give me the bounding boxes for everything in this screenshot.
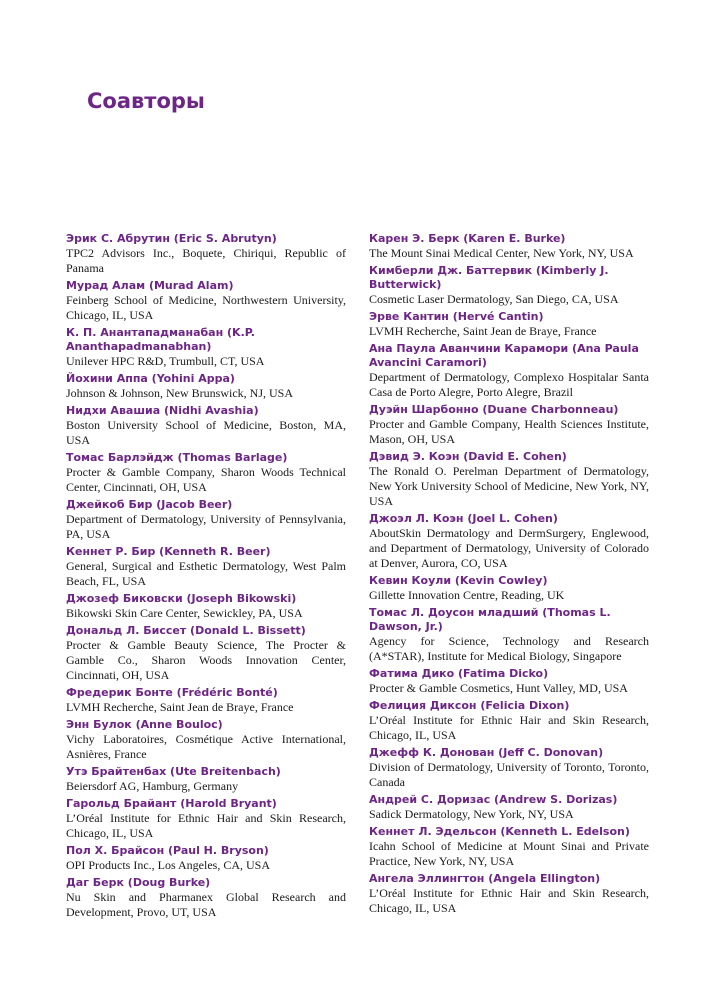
contributor-entry — [369, 264, 649, 307]
contributor-entry — [66, 279, 346, 323]
contributor-entry — [66, 624, 346, 683]
contributor-entry — [66, 718, 346, 762]
contributor-name: Джейкоб Бир (Jacob Beer) — [66, 498, 233, 511]
contributor-name: Ангела Эллингтон (Angela Ellington) — [369, 872, 601, 885]
contributor-name: Джозеф Биковски (Joseph Bikowski) — [66, 592, 297, 605]
contributor-entry — [369, 872, 649, 916]
contributor-entry — [369, 232, 649, 261]
contributor-affiliation: Icahn School of Medicine at Mount Sinai and Private Practice, New York, NY, USA — [369, 839, 649, 868]
contributor-name: Фатима Дико (Fatima Dicko) — [369, 667, 549, 680]
contributor-affiliation: Division of Dermatology, University of Toronto, Toronto, Canada — [369, 760, 649, 789]
contributor-entry — [66, 844, 346, 873]
contributor-name: Эрве Кантин (Hervé Cantin) — [369, 310, 544, 323]
contributor-entry — [369, 450, 649, 509]
contributor-entry — [66, 592, 346, 621]
contributor-affiliation: LVMH Recherche, Saint Jean de Braye, France — [66, 700, 294, 714]
contributor-affiliation: AboutSkin Dermatology and DermSurgery, Englewood, and Department of Dermatology, University of Colorado at Denver, Aurora, CO, USA — [369, 526, 649, 570]
contributor-affiliation: Department of Dermatology, University of Pennsylvania, PA, USA — [66, 512, 346, 541]
contributor-affiliation: General, Surgical and Esthetic Dermatology, West Palm Beach, FL, USA — [66, 559, 346, 588]
contributor-affiliation: Agency for Science, Technology and Research (A*STAR), Institute for Medical Biology, Singapore — [369, 634, 649, 663]
contributor-affiliation: Sadick Dermatology, New York, NY, USA — [369, 807, 574, 821]
contributor-affiliation: The Mount Sinai Medical Center, New York, NY, USA — [369, 246, 634, 260]
contributor-entry — [369, 574, 649, 603]
contributor-affiliation: Bikowski Skin Care Center, Sewickley, PA, USA — [66, 606, 303, 620]
contributor-name: К. П. Анантападманабан (K.P. Ananthapadmanabhan) — [66, 326, 255, 353]
contributor-entry — [66, 326, 346, 369]
contributor-entry — [369, 342, 649, 400]
contributor-entry — [66, 797, 346, 841]
contributor-name: Даг Берк (Doug Burke) — [66, 876, 211, 889]
contributor-name: Дуэйн Шарбонно (Duane Charbonneau) — [369, 403, 619, 416]
contributor-entry — [369, 667, 649, 696]
contributor-entry — [369, 793, 649, 822]
contributor-entry — [369, 825, 649, 869]
contributor-entry — [66, 545, 346, 589]
contributor-affiliation: OPI Products Inc., Los Angeles, CA, USA — [66, 858, 270, 872]
contributor-name: Пол Х. Брайсон (Paul H. Bryson) — [66, 844, 269, 857]
contributor-affiliation: Procter and Gamble Company, Health Sciences Institute, Mason, OH, USA — [369, 417, 649, 446]
contributor-name: Андрей С. Доризас (Andrew S. Dorizas) — [369, 793, 618, 806]
contributor-affiliation: Procter & Gamble Beauty Science, The Procter & Gamble Co., Sharon Woods Innovation Center, Cincinnati, OH, USA — [66, 638, 346, 682]
contributor-affiliation: Gillette Innovation Centre, Reading, UK — [369, 588, 565, 602]
contributor-name: Нидхи Авашиа (Nidhi Avashia) — [66, 404, 259, 417]
contributor-entry — [66, 372, 346, 401]
contributor-affiliation: L’Oréal Institute for Ethnic Hair and Skin Research, Chicago, IL, USA — [66, 811, 346, 840]
contributor-name: Энн Булок (Anne Bouloc) — [66, 718, 223, 731]
contributor-name: Карен Э. Берк (Karen E. Burke) — [369, 232, 566, 245]
contributor-affiliation: TPC2 Advisors Inc., Boquete, Chiriqui, Republic of Panama — [66, 246, 346, 275]
contributor-name: Фелиция Диксон (Felicia Dixon) — [369, 699, 570, 712]
contributors-left-column — [66, 232, 346, 923]
contributor-name: Кимберли Дж. Баттервик (Kimberly J. Butterwick) — [369, 264, 609, 291]
contributor-name: Кеннет Л. Эдельсон (Kenneth L. Edelson) — [369, 825, 630, 838]
contributor-name: Ана Паула Аванчини Карамори (Ana Paula Avancini Caramori) — [369, 342, 639, 369]
contributor-entry — [66, 686, 346, 715]
contributor-name: Мурад Алам (Murad Alam) — [66, 279, 234, 292]
contributor-affiliation: Boston University School of Medicine, Boston, MA, USA — [66, 418, 346, 447]
page-title: Соавторы — [87, 89, 205, 113]
contributor-entry — [369, 699, 649, 743]
contributor-affiliation: Procter & Gamble Company, Sharon Woods Technical Center, Cincinnati, OH, USA — [66, 465, 346, 494]
contributor-name: Кеннет Р. Бир (Kenneth R. Beer) — [66, 545, 271, 558]
contributor-entry — [66, 498, 346, 542]
contributors-right-column — [369, 232, 649, 919]
contributor-name: Йохини Аппа (Yohini Appa) — [66, 372, 235, 385]
contributor-name: Дональд Л. Биссет (Donald L. Bissett) — [66, 624, 306, 637]
contributor-entry — [66, 765, 346, 794]
contributor-affiliation: L’Oréal Institute for Ethnic Hair and Skin Research, Chicago, IL, USA — [369, 713, 649, 742]
contributor-name: Фредерик Бонте (Frédéric Bonté) — [66, 686, 278, 699]
contributor-name: Дэвид Э. Коэн (David E. Cohen) — [369, 450, 567, 463]
contributor-name: Томас Барлэйдж (Thomas Barlage) — [66, 451, 288, 464]
contributor-affiliation: Feinberg School of Medicine, Northwestern University, Chicago, IL, USA — [66, 293, 346, 322]
contributor-affiliation: L’Oréal Institute for Ethnic Hair and Skin Research, Chicago, IL, USA — [369, 886, 649, 915]
contributor-name: Джоэл Л. Коэн (Joel L. Cohen) — [369, 512, 558, 525]
contributor-affiliation: Procter & Gamble Cosmetics, Hunt Valley, MD, USA — [369, 681, 628, 695]
contributor-entry — [369, 403, 649, 447]
contributor-entry — [66, 404, 346, 448]
contributor-name: Томас Л. Доусон младший (Thomas L. Dawson, Jr.) — [369, 606, 611, 633]
contributor-entry — [369, 606, 649, 664]
contributor-entry — [66, 876, 346, 920]
contributor-entry — [369, 310, 649, 339]
contributor-affiliation: Vichy Laboratoires, Cosmétique Active International, Asnières, France — [66, 732, 346, 761]
contributor-affiliation: LVMH Recherche, Saint Jean de Braye, France — [369, 324, 597, 338]
contributor-affiliation: Department of Dermatology, Complexo Hospitalar Santa Casa de Porto Alegre, Porto Alegre, Brazil — [369, 370, 649, 399]
contributor-name: Кевин Коули (Kevin Cowley) — [369, 574, 548, 587]
contributor-name: Джефф К. Донован (Jeff C. Donovan) — [369, 746, 604, 759]
contributor-name: Утэ Брайтенбах (Ute Breitenbach) — [66, 765, 281, 778]
contributor-entry — [66, 451, 346, 495]
contributor-name: Гарольд Брайант (Harold Bryant) — [66, 797, 277, 810]
contributor-affiliation: Beiersdorf AG, Hamburg, Germany — [66, 779, 239, 793]
contributor-entry — [369, 746, 649, 790]
contributor-entry — [369, 512, 649, 571]
contributor-affiliation: The Ronald O. Perelman Department of Dermatology, New York University School of Medicine, New York, NY, USA — [369, 464, 649, 508]
contributor-entry — [66, 232, 346, 276]
contributor-affiliation: Unilever HPC R&D, Trumbull, CT, USA — [66, 354, 265, 368]
contributor-affiliation: Nu Skin and Pharmanex Global Research and Development, Provo, UT, USA — [66, 890, 346, 919]
contributor-affiliation: Johnson & Johnson, New Brunswick, NJ, USA — [66, 386, 294, 400]
contributor-name: Эрик С. Абрутин (Eric S. Abrutyn) — [66, 232, 277, 245]
contributor-affiliation: Cosmetic Laser Dermatology, San Diego, CA, USA — [369, 292, 619, 306]
